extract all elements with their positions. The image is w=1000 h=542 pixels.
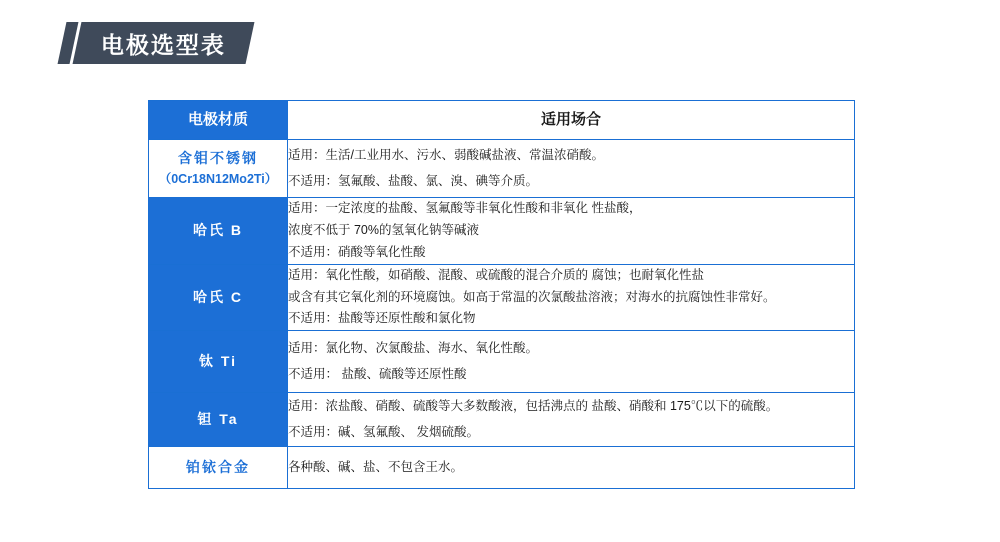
cell-material xyxy=(149,393,288,447)
cell-material xyxy=(149,198,288,265)
cell-application xyxy=(288,198,855,265)
application-line: 不适用：碱、氢氟酸、 发烟硫酸。 xyxy=(288,424,479,439)
table-row xyxy=(149,140,855,198)
table-body xyxy=(149,101,855,489)
material-name: 铂铱合金 xyxy=(186,458,250,475)
material-code: （0Cr18N12Mo2Ti） xyxy=(158,171,278,186)
application-line: 各种酸、碱、盐、不包含王水。 xyxy=(288,459,464,474)
cell-application xyxy=(288,393,855,447)
cell-application xyxy=(288,447,855,489)
table-row xyxy=(149,331,855,393)
material-name: 钽 Ta xyxy=(197,410,239,427)
cell-application xyxy=(288,264,855,331)
cell-material xyxy=(149,264,288,331)
table-row xyxy=(149,447,855,489)
header-cell-application: 适用场合 xyxy=(288,101,855,140)
material-name: 钛 Ti xyxy=(198,352,238,369)
application-line: 不适用：硝酸等氧化性酸 xyxy=(288,244,426,259)
material-name: 哈氏 C xyxy=(193,288,243,305)
application-line: 适用：浓盐酸、硝酸、硫酸等大多数酸液，包括沸点的 盐酸、硝酸和 175℃以下的硫酸。 xyxy=(288,398,779,413)
cell-application xyxy=(288,331,855,393)
application-line: 不适用：盐酸等还原性酸和氯化物 xyxy=(288,311,476,326)
application-line: 适用：生活/工业用水、污水、弱酸碱盐液、常温浓硝酸。 xyxy=(288,147,604,162)
table-row xyxy=(149,264,855,331)
electrode-selection-table xyxy=(148,100,855,489)
application-line: 不适用：氢氟酸、盐酸、氯、溴、碘等介质。 xyxy=(288,173,539,188)
material-name: 哈氏 B xyxy=(193,221,243,238)
table-header-row xyxy=(149,101,855,140)
application-line: 不适用： 盐酸、硫酸等还原性酸 xyxy=(288,366,467,381)
page-title-banner xyxy=(62,22,250,64)
cell-material xyxy=(149,331,288,393)
header-cell-material: 电极材质 xyxy=(149,101,288,140)
application-line: 适用：氧化性酸，如硝酸、混酸、或硫酸的混合介质的 腐蚀；也耐氧化性盐 xyxy=(288,267,704,282)
page-title: 电极选型表 xyxy=(101,31,226,58)
cell-application xyxy=(288,140,855,198)
application-line: 浓度不低于 70%的氢氧化钠等碱液 xyxy=(288,222,479,237)
application-line: 适用：一定浓度的盐酸、氢氟酸等非氧化性酸和非氧化 性盐酸， xyxy=(288,201,642,215)
application-line: 或含有其它氧化剂的环境腐蚀。如高于常温的次氯酸盐溶液；对海水的抗腐蚀性非常好。 xyxy=(288,289,776,304)
table-row xyxy=(149,198,855,265)
electrode-selection-table-wrap xyxy=(148,100,852,489)
material-name: 含钼不锈钢 xyxy=(178,150,258,167)
application-line: 适用：氯化物、次氯酸盐、海水、氧化性酸。 xyxy=(288,340,539,355)
cell-material xyxy=(149,447,288,489)
cell-material xyxy=(149,140,288,198)
banner-body xyxy=(73,22,255,64)
table-row xyxy=(149,393,855,447)
